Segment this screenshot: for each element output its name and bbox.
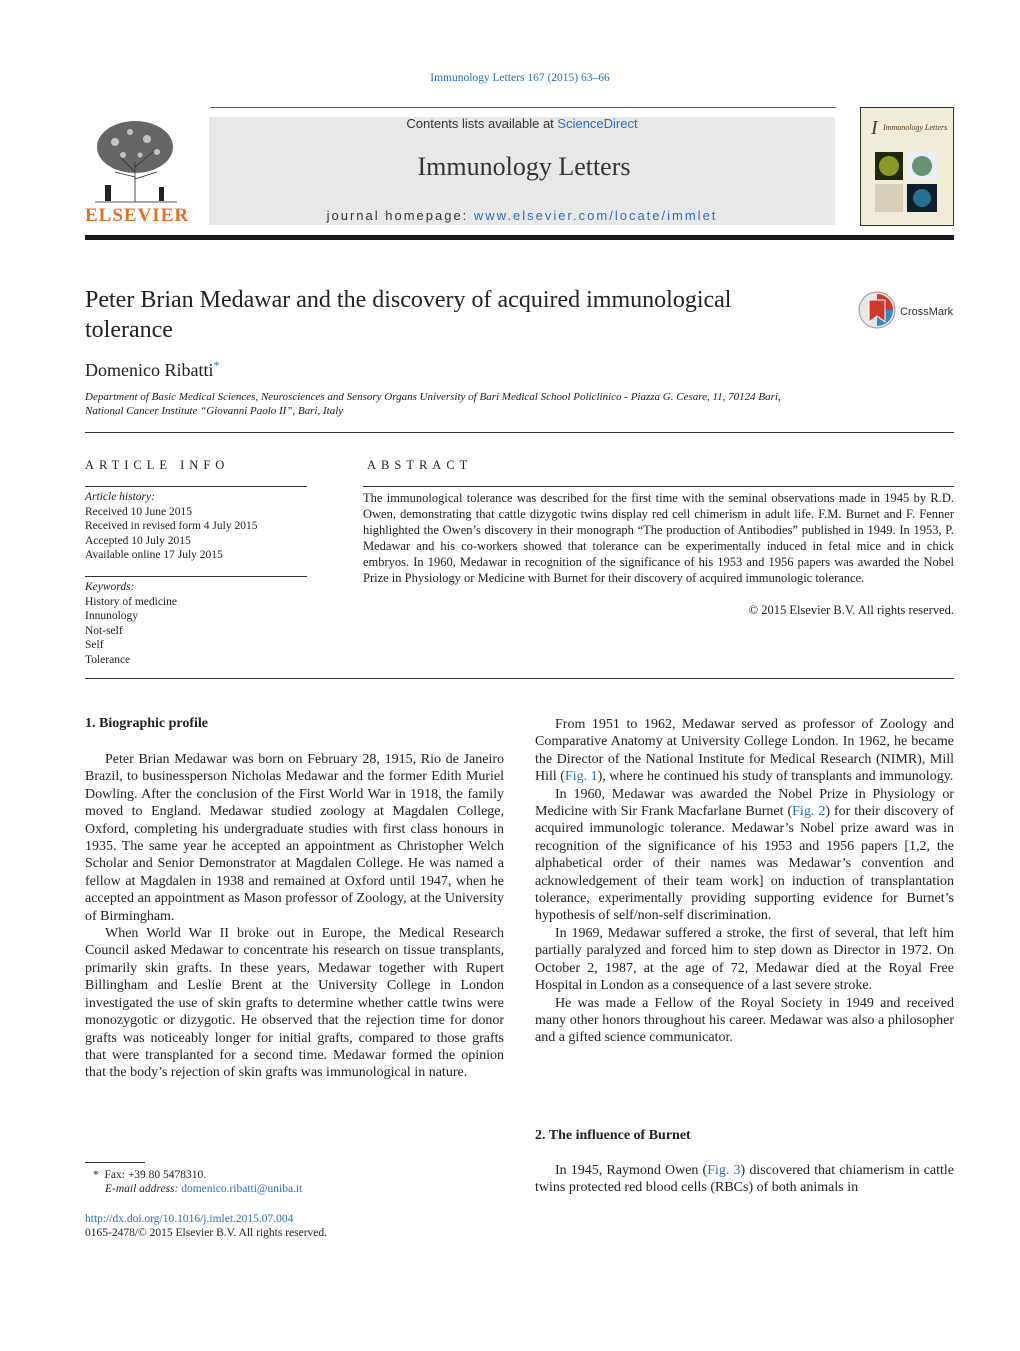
keyword-item: Self	[85, 639, 104, 651]
keyword-item: Not-self	[85, 624, 123, 637]
paragraph: When World War II broke out in Europe, the Medical Research Council asked Medawar to concentrate his research on tissue transplants, primarily skin grafts. In these years, Medawar together with Rupert Billingham and Leslie Brent at the University College in London investigated the use of skin grafts to determine whether cattle twins were monozygotic or dizygotic. He observed that the rejection time for donor grafts was noticeably longer for initial grafts, compared to those grafts that were transplanted for a second time. Medawar formed the opinion that the body’s rejection of skin grafts was immunological in nature.	[85, 926, 504, 1081]
affiliation-line-2: National Cancer Institute “Giovanni Paolo II”, Bari, Italy	[85, 405, 344, 417]
cover-image	[861, 108, 953, 225]
article-info-heading: ARTICLE INFO	[85, 458, 230, 472]
abstract-copyright: © 2015 Elsevier B.V. All rights reserved.	[748, 603, 954, 617]
contents-prefix: Contents lists available at	[406, 116, 558, 131]
doi-link[interactable]	[85, 1212, 293, 1227]
section-1-heading: 1. Biographic profile	[85, 716, 209, 731]
elsevier-wordmark: ELSEVIER	[85, 205, 190, 226]
header-rule	[210, 107, 836, 108]
journal-citation[interactable]: Immunology Letters 167 (2015) 63–66	[430, 72, 610, 84]
keyword-item: Innunology	[85, 610, 139, 622]
paragraph-text: ), where he continued his study of transplants and immunology.	[597, 769, 954, 785]
keywords	[85, 580, 307, 667]
history-online: Available online 17 July 2015	[85, 549, 223, 561]
figure-3-link[interactable]: Fig. 3	[707, 1163, 741, 1178]
journal-title: Immunology Letters	[417, 152, 631, 181]
right-column-section-2	[535, 1162, 954, 1197]
abstract-heading: ABSTRACT	[367, 458, 473, 472]
paragraph-text: In 1945, Raymond Owen (	[555, 1163, 708, 1178]
doi-text[interactable]: http://dx.doi.org/10.1016/j.imlet.2015.07.004	[85, 1213, 294, 1225]
section-rule-top	[85, 432, 954, 433]
paragraph-text: In 1960, Medawar was awarded the Nobel Prize in Physiology or Medicine with Sir Frank Macfarlane Burnet (	[535, 786, 954, 820]
issn-line: 0165-2478/© 2015 Elsevier B.V. All rights reserved.	[85, 1227, 328, 1239]
paragraph	[535, 786, 954, 925]
crossmark-badge[interactable]	[858, 290, 958, 330]
keyword-item: Tolerance	[85, 653, 131, 666]
cover-title-letter: I	[871, 117, 878, 139]
history-label: Article history:	[85, 491, 155, 503]
keywords-rule	[85, 576, 307, 577]
footnote-fax	[93, 1168, 206, 1183]
homepage-prefix: journal homepage:	[326, 208, 474, 223]
paragraph	[535, 1162, 954, 1197]
paragraph: In 1969, Medawar suffered a stroke, the first of several, that left him partially paralyzed and forced him to step down as Director in 1972. On October 2, 1987, at the age of 72, Medawar died at the Royal Free Hospital in London as a consequence of a last severe stroke.	[535, 925, 954, 994]
paragraph-text: ) for their discovery of acquired immunologic tolerance. Medawar’s Nobel prize award was in recognition of the significance of his 1953 and 1956 papers [1,2, the alphabetical order of their names was Medawar’s convention and acknowledgement of their team work] on induction of transplantation tolerance, experimentally providing supporting evidence for Burnet’s hypothesis of self/non-self discrimination.	[535, 804, 954, 924]
footnote-mark: *	[93, 1169, 99, 1181]
footnote-email	[105, 1182, 302, 1197]
figure-1-link[interactable]: Fig. 1	[564, 769, 598, 785]
keyword-item: History of medicine	[85, 595, 177, 608]
email-label: E-mail address:	[105, 1183, 182, 1195]
homepage-link[interactable]: www.elsevier.com/locate/immlet	[473, 208, 718, 223]
footnote-rule	[85, 1162, 145, 1163]
abstract-rule	[363, 486, 954, 487]
author-footnote-mark[interactable]: *	[213, 358, 220, 372]
keywords-label: Keywords:	[85, 581, 135, 593]
article-title: Peter Brian Medawar and the discovery of acquired immunological tolerance	[85, 287, 732, 343]
paragraph: Peter Brian Medawar was born on February 28, 1915, Rio de Janeiro Brazil, to businessperson Nicholas Medawar and the former Edith Muriel Dowling. After the conclusion of the First World War in 1918, the family moved to England. Medawar studied zoology at Magdalen College, Oxford, completing his undergraduate studies with first class honours in 1935. The same year he accepted an appointment as Christopher Welch Scholar and Senior Demonstrator at Magdalen College. He was named a fellow at Magdalen in 1938 and remained at Oxford until 1947, when he accepted an appointment as Mason professor of Zoology, at the University of Birmingham.	[85, 752, 504, 924]
section-rule-bottom	[85, 678, 954, 679]
author-name-text: Domenico Ribatti	[85, 360, 214, 380]
paragraph: He was made a Fellow of the Royal Society in 1949 and received many other honors throughout his career. Medawar was also a philosopher and a gifted science communicator.	[535, 995, 954, 1046]
sciencedirect-link[interactable]: ScienceDirect	[557, 116, 638, 131]
crossmark-label: CrossMark	[900, 306, 954, 318]
email-link[interactable]: domenico.ribatti@uniba.it	[181, 1183, 303, 1195]
article-info-rule	[85, 486, 307, 487]
left-column	[85, 751, 504, 1082]
article-history	[85, 490, 307, 563]
author-name	[85, 358, 219, 381]
cover-title-text: Immunology Letters	[883, 123, 948, 132]
paragraph-text: From 1951 to 1962, Medawar served as professor of Zoology and Comparative Anatomy at University College London. In 1962, he became the Director of the National Institute for Medical Research (NIMR), Mill Hill (	[535, 717, 954, 785]
contents-line	[209, 116, 835, 131]
right-column	[535, 716, 954, 1047]
figure-2-link[interactable]: Fig. 2	[792, 804, 826, 820]
abstract-text: The immunological tolerance was described for the first time with the seminal observations made in 1945 by R.D. Owen, demonstrating that cattle dizygotic twins display red cell chimerism in adult life. F.M. Burnet and F. Fenner highlighted the Owen’s discovery in their monograph “The production of Antibodies” published in 1949. In 1953, P. Medawar and his co-workers showed that tolerance can be experimentally induced in fetal mice and in chick embryos. In 1960, Medawar in recognition of the significance of his 1953 and 1956 papers was awarded the Nobel Prize in Physiology or Medicine with Burnet for their discovery of acquired immunologic tolerance.	[363, 491, 954, 585]
history-received: Received 10 June 2015	[85, 505, 192, 518]
history-accepted: Accepted 10 July 2015	[85, 534, 191, 547]
fax-text: Fax: +39 80 5478310.	[104, 1169, 207, 1181]
masthead-rule	[85, 235, 954, 240]
journal-cover-thumbnail[interactable]	[860, 107, 954, 226]
journal-homepage	[209, 208, 835, 223]
affiliation	[85, 390, 945, 418]
history-revised: Received in revised form 4 July 2015	[85, 520, 258, 532]
paragraph	[535, 716, 954, 786]
affiliation-line-1: Department of Basic Medical Sciences, Neurosciences and Sensory Organs University of Bari Medical School Policlinico - Piazza G. Cesare, 11, 70124 Bari,	[85, 391, 781, 403]
paragraph-text: ) discovered that chiamerism in cattle twins protected red blood cells (RBCs) of both animals in	[535, 1163, 955, 1196]
section-2-heading: 2. The influence of Burnet	[535, 1128, 691, 1143]
